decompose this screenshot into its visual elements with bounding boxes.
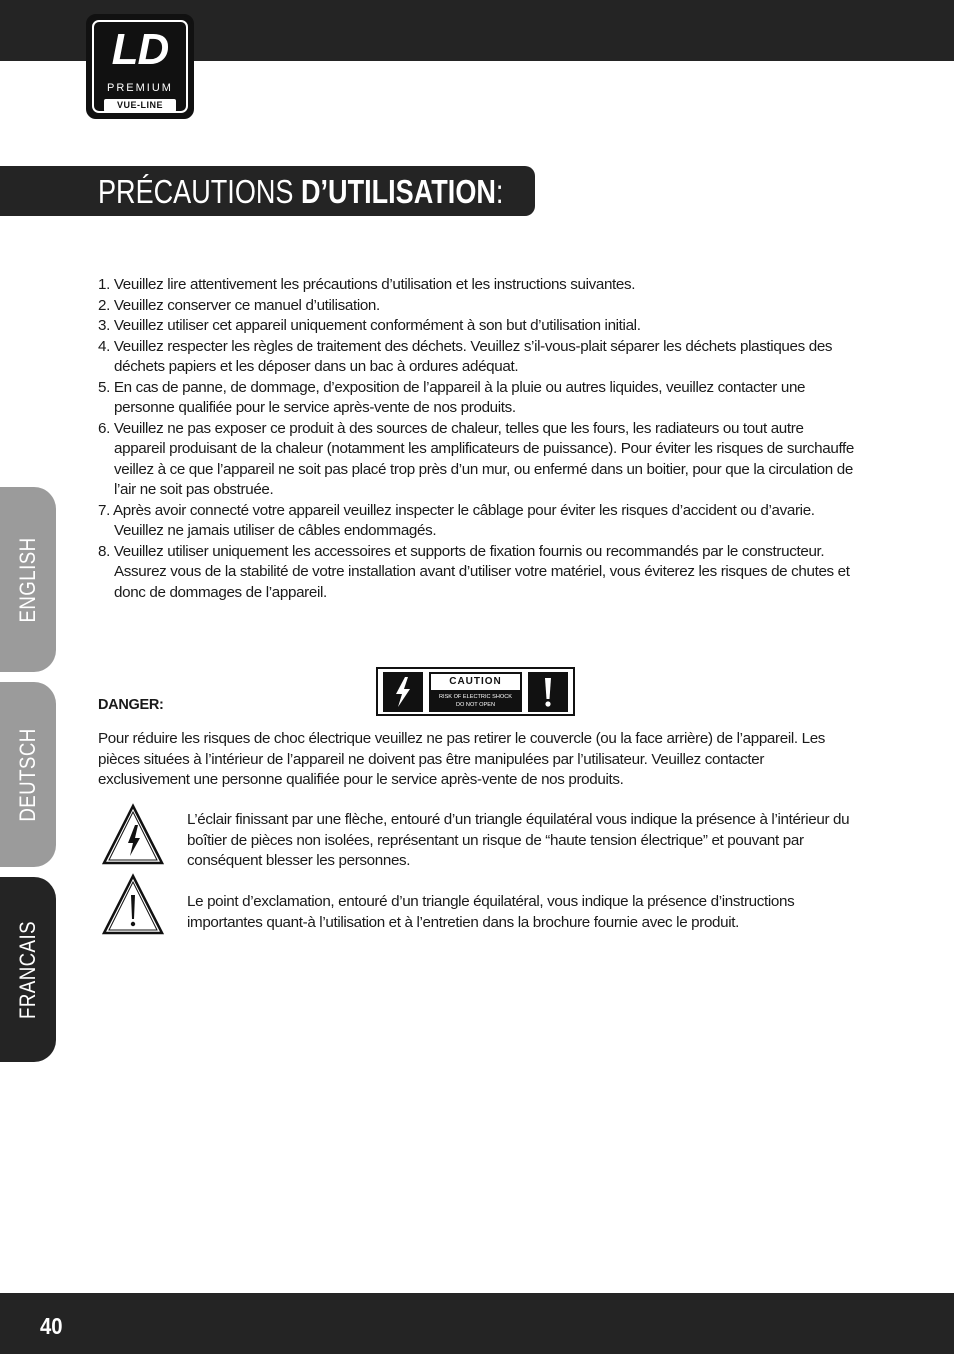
caution-line-1: RISK OF ELECTRIC SHOCK: [438, 694, 513, 700]
tab-francais[interactable]: [0, 877, 56, 1062]
lightning-warning-icon: [383, 672, 423, 712]
logo-premium-text: PREMIUM: [107, 82, 173, 94]
title-colon: :: [495, 173, 504, 210]
instructions-list: [98, 275, 858, 603]
tab-english-label: ENGLISH: [15, 536, 40, 623]
caution-line-2: DO NOT OPEN: [455, 702, 496, 708]
caution-subtext: [429, 693, 522, 709]
tab-deutsch[interactable]: [0, 682, 56, 867]
title-regular: PRÉCAUTIONS: [98, 173, 301, 210]
title-bold: D’UTILISATION: [300, 173, 496, 210]
page-title: [98, 172, 503, 212]
instruction-item: 6. Veuillez ne pas exposer ce produit à des sources de chaleur, telles que les fours, les radiateurs ou tout autre appareil produisant de la chaleur (notamment les amplificateurs de puissance). Pour éviter les risques de surchauffe veillez à ce que l’appareil ne soit pas placé trop près d’un mur, ou enfermé dans un boitier, pour que la circulation de l’air ne soit pas obstruée.: [98, 419, 855, 498]
caution-title: CAUTION: [431, 674, 520, 690]
danger-label: DANGER:: [98, 697, 164, 713]
page-number: 40: [40, 1313, 63, 1339]
exclamation-triangle-icon: [102, 873, 164, 935]
caution-label-graphic: [376, 667, 575, 716]
instruction-item: 2. Veuillez conserver ce manuel d’utilisation.: [98, 296, 380, 314]
lightning-symbol-description: L’éclair finissant par une flèche, entouré d’un triangle équilatéral vous indique la présence à l’intérieur du boîtier de pièces non isolées, représentant un risque de “haute tension électrique” et pouvant par conséquent blesser les personnes.: [187, 811, 850, 869]
instruction-item: 8. Veuillez utiliser uniquement les accessoires et supports de fixation fournis ou recommandés par le constructeur. Assurez vous de la stabilité de votre installation avant d’utiliser votre matériel, vous éviterez les risques de chutes et donc de dommages de l’appareil.: [98, 542, 850, 601]
tab-english[interactable]: [0, 487, 56, 672]
danger-paragraph: Pour réduire les risques de choc électrique veuillez ne pas retirer le couvercle (ou la face arrière) de l’appareil. Les pièces situées à l’intérieur de l’appareil ne doivent pas être manipulées par l’utilisateur. Veuillez contacter exclusivement une personne qualifiée pour le service après-vente de nos produits.: [98, 730, 826, 788]
instruction-item: 1. Veuillez lire attentivement les précautions d’utilisation et les instructions suivantes.: [98, 276, 636, 293]
title-bar: [0, 166, 535, 216]
exclamation-warning-icon: [528, 672, 568, 712]
logo-vue-line-text: VUE-LINE: [104, 99, 176, 112]
brand-logo: [86, 14, 194, 119]
tab-deutsch-label: DEUTSCH: [15, 727, 40, 822]
lightning-triangle-icon: [102, 803, 164, 865]
caution-center-panel: [429, 672, 522, 712]
logo-ld-text: LD: [111, 25, 169, 74]
instruction-item: 3. Veuillez utiliser cet appareil uniquement conformément à son but d’utilisation initial.: [98, 317, 641, 334]
tab-francais-label: FRANCAIS: [15, 920, 40, 1019]
instruction-item: 7. Après avoir connecté votre appareil veuillez inspecter le câblage pour éviter les risques d’accident ou d’avarie. Veuillez ne jamais utiliser de câbles endommagés.: [98, 501, 815, 539]
exclamation-symbol-description: Le point d’exclamation, entouré d’un triangle équilatéral, vous indique la présence d’instructions importantes quant-à l’utilisation et à l’entretien dans la brochure fournie avec le produit.: [187, 893, 795, 931]
bottom-bar: [0, 1293, 954, 1354]
logo-frame: [92, 20, 188, 113]
instruction-item: 4. Veuillez respecter les règles de traitement des déchets. Veuillez s’il-vous-plait séparer les déchets plastiques des déchets papiers et les déposer dans un bac à ordures adéquat.: [98, 337, 833, 375]
instruction-item: 5. En cas de panne, de dommage, d’exposition de l’appareil à la pluie ou autres liquides, veuillez contacter une personne qualifiée pour le service après-vente de nos produits.: [98, 378, 806, 416]
